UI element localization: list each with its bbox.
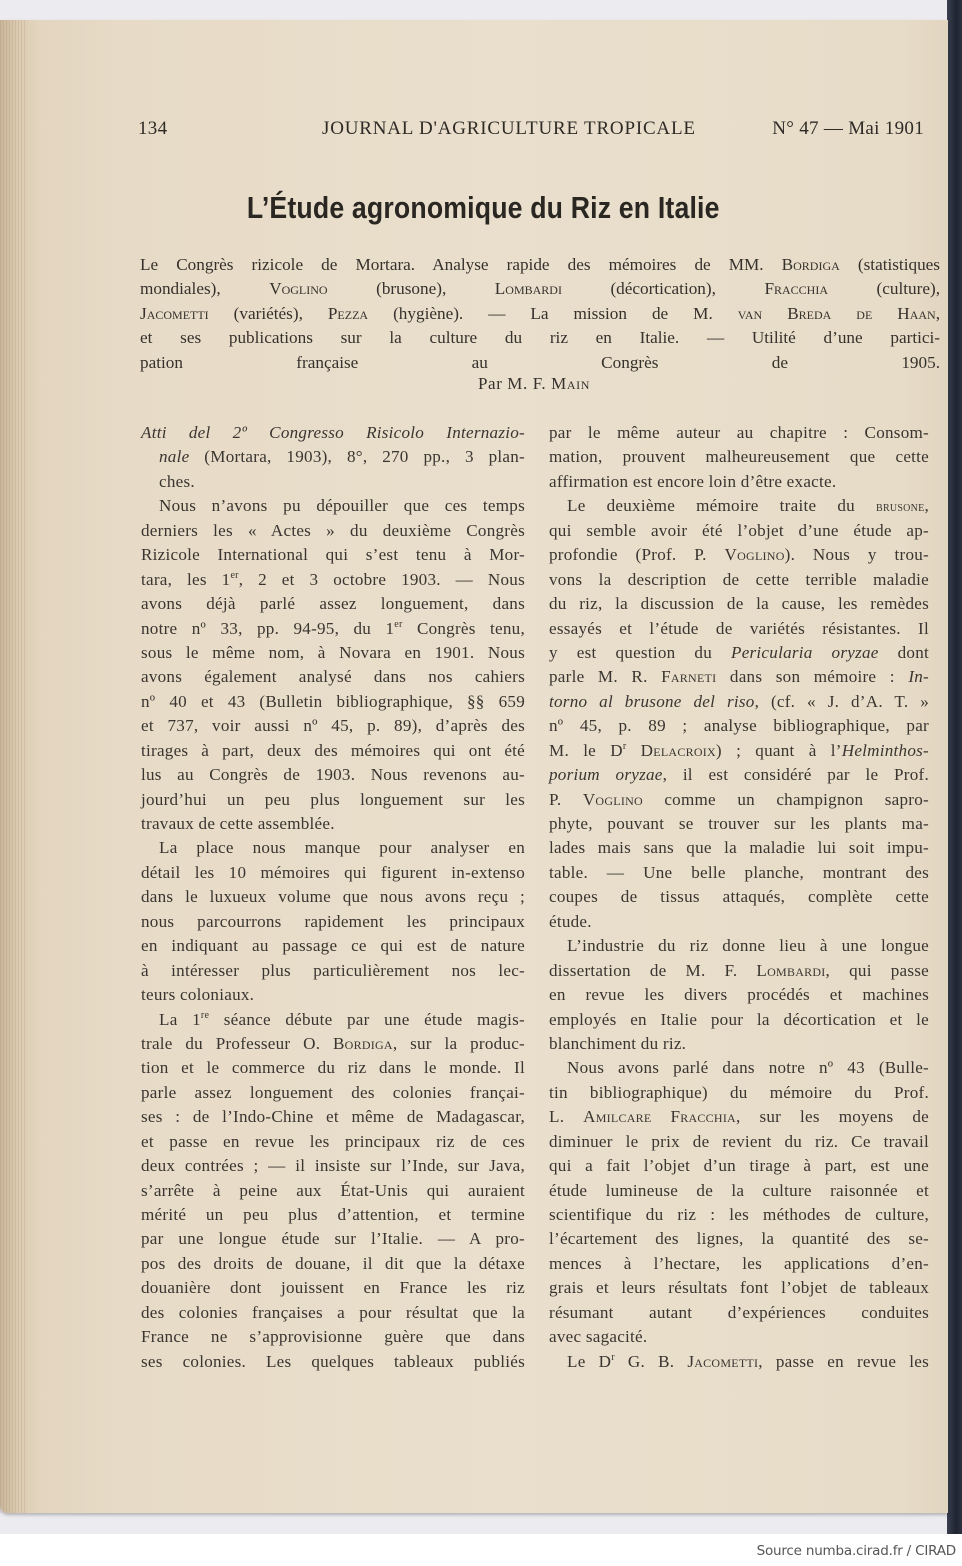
text-line: L. Amilcare Fracchia, sur les moyens de (549, 1107, 929, 1127)
text-line: s’arrête à peine aux État-Unis qui auraient (141, 1180, 525, 1200)
text-line: Atti del 2º Congresso Risicolo Internazio- (141, 423, 525, 442)
text-line: scientifique du riz : les méthodes de culture, (549, 1205, 929, 1224)
text-line: travaux de cette assemblée. (141, 814, 335, 833)
text-line: étude. (549, 911, 592, 931)
text-line: nale (Mortara, 1903), 8°, 270 pp., 3 plan- (159, 447, 525, 467)
text-line: mérité un peu plus d’attention, et termine (141, 1205, 525, 1224)
text-line: avec sagacité. (549, 1327, 648, 1347)
text-line: qui semble avoir été l’objet d’une étude ap- (549, 520, 929, 540)
article-title: L’Étude agronomique du Riz en Italie (246, 190, 720, 225)
summary-line: Le Congrès rizicole de Mortara. Analyse rapide des mémoires de MM. Bordiga (statistiques (140, 255, 940, 274)
text-line: porium oryzae, il est considéré par le Prof. (549, 765, 929, 785)
text-line: La 1re séance débute par une étude magis- (159, 1009, 525, 1029)
text-line: deux contrées ; — il insiste sur l’Inde, sur Java, (141, 1156, 525, 1176)
text-line: France ne s’approvisionne guère que dans (141, 1327, 525, 1347)
text-line: jourd’hui un peu plus longuement sur les (141, 789, 525, 809)
text-line: lus au Congrès de 1903. Nous revenons au- (141, 765, 525, 785)
text-line: détail les 10 mémoires qui figurent in-extenso (141, 862, 525, 882)
text-line: des colonies françaises a pour résultat que la (141, 1302, 525, 1322)
text-line: qui a fait l’objet d’un tirage à part, est une (549, 1156, 929, 1176)
text-line: teurs coloniaux. (141, 985, 255, 1005)
text-line: nº 45, p. 89 ; analyse bibliographique, par (549, 716, 929, 736)
text-line: à intéresser plus particulièrement nos lec- (141, 960, 525, 980)
text-line: profondie (Prof. P. Voglino). Nous y trou- (549, 545, 929, 565)
text-line: ses : de l’Indo-Chine et même de Madagascar, (141, 1107, 525, 1127)
text-line: lades mais sans que la maladie lui soit impu- (549, 838, 929, 858)
text-line: Le $D^r$ G. B. Jacometti, passe en revue les (567, 1351, 929, 1371)
text-line: mation, prouvent malheureusement que cette (549, 447, 929, 467)
text-line: affirmation est encore loin d’être exacte. (549, 471, 837, 491)
text-line: tirages à part, deux des mémoires qui ont été (141, 740, 525, 760)
text-line: l’écartement des lignes, la quantité des se- (549, 1229, 929, 1249)
text-line: par une longue étude sur l’Italie. — A pro- (141, 1229, 525, 1249)
text-line: notre nº 33, pp. 94-95, du 1er Congrès tenu, (141, 618, 525, 638)
text-line: coupes de tissus attaqués, complète cette (549, 887, 929, 907)
text-line: table. — Une belle planche, montrant des (549, 862, 929, 882)
book-binding-edge (947, 0, 962, 1534)
text-line: parle assez longuement des colonies françai- (141, 1082, 525, 1102)
text-line: sous le même nom, à Novara en 1901. Nous (141, 642, 525, 662)
text-line: torno al brusone del riso, (cf. « J. d’A. T. » (549, 691, 929, 711)
page-number: 134 (138, 118, 168, 139)
summary-line: pation française au Congrès de 1905. (140, 352, 940, 372)
journal-title: JOURNAL D'AGRICULTURE TROPICALE (322, 118, 696, 139)
text-line: phyte, pouvant se trouver sur les plants ma- (549, 814, 929, 833)
text-line: vons la description de cette terrible maladie (549, 569, 929, 589)
text-line: Nous n’avons pu dépouiller que ces temps (159, 496, 525, 516)
text-line: M. le $D^r$ Delacroix) ; quant à l’Helminthos- (549, 740, 929, 760)
text-line: P. Voglino comme un champignon sapro- (549, 789, 929, 809)
right-column (549, 421, 929, 1374)
text-line: avons déjà parlé assez longuement, dans (141, 594, 525, 614)
text-line: du riz, la discussion de la cause, les remèdes (549, 594, 929, 614)
article-summary (140, 253, 940, 375)
text-line: pos des droits de douane, il dit que la détaxe (141, 1253, 525, 1273)
text-line: ses colonies. Les quelques tableaux publiés (141, 1351, 525, 1371)
text-line: employés en Italie pour la décortication et le (549, 1009, 929, 1029)
text-line: Nous avons parlé dans notre nº 43 (Bulle- (567, 1058, 929, 1078)
text-line: nº 40 et 43 (Bulletin bibliographique, §§ 659 (141, 691, 525, 711)
source-credit: Source numba.cirad.fr / CIRAD (756, 1543, 956, 1559)
text-line: Rizicole International qui s’est tenu à Mor- (141, 545, 525, 565)
text-line: et passe en revue les principaux riz de ces (141, 1131, 525, 1151)
text-line: par le même auteur au chapitre : Consom- (549, 423, 929, 442)
text-line: tara, les 1er, 2 et 3 octobre 1903. — Nous (141, 569, 525, 589)
text-line: dissertation de M. F. Lombardi, qui passe (549, 960, 929, 980)
text-line: tion et le commerce du riz dans le monde. Il (141, 1058, 525, 1078)
text-line: en indiquant au passage ce qui est de nature (141, 936, 525, 956)
text-line: avons également analysé dans nos cahiers (141, 667, 525, 687)
text-line: mences à l’hectare, les applications d’en- (549, 1253, 929, 1273)
text-line: étude lumineuse de la culture raisonnée et (549, 1180, 929, 1200)
text-line: dans le luxueux volume que nous avons reçu ; (141, 887, 525, 907)
text-line: grais et leurs résultats font l’objet de tableaux (549, 1278, 929, 1298)
issue-number: N° 47 — Mai 1901 (772, 118, 924, 139)
left-column (141, 421, 525, 1374)
text-line: nous parcourrons rapidement les principaux (141, 911, 525, 931)
text-line: y est question du Pericularia oryzae dont (549, 642, 929, 662)
text-line: L’industrie du riz donne lieu à une longue (567, 936, 929, 956)
text-line: en revue les divers procédés et machines (549, 985, 929, 1005)
summary-line: et ses publications sur la culture du riz en Italie. — Utilité d’une partici- (140, 328, 940, 348)
summary-line: Jacometti (variétés), Pezza (hygiène). — La mission de M. van Breda de Haan, (140, 303, 940, 323)
text-line: ches. (159, 471, 195, 491)
text-line: trale du Professeur O. Bordiga, sur la produc- (141, 1033, 525, 1053)
summary-line: mondiales), Voglino (brusone), Lombardi (décortication), Fracchia (culture), (140, 279, 940, 299)
text-line: essayés et l’étude de variétés résistantes. Il (549, 618, 929, 638)
text-line: derniers les « Actes » du deuxième Congrès (141, 520, 525, 540)
text-line: La place nous manque pour analyser en (159, 838, 525, 858)
text-line: douanière dont jouissent en France les riz (141, 1278, 525, 1298)
text-line: tin bibliographique) du mémoire du Prof. (549, 1082, 929, 1102)
text-line: diminuer le prix de revient du riz. Ce travail (549, 1131, 929, 1151)
running-header (138, 118, 924, 144)
text-line: Le deuxième mémoire traite du brusone, (567, 496, 929, 516)
text-line: et 737, voir aussi nº 45, p. 89), d’après des (141, 716, 525, 736)
text-line: blanchiment du riz. (549, 1033, 687, 1053)
text-line: parle M. R. Farneti dans son mémoire : In- (549, 667, 929, 687)
text-line: résumant autant d’expériences conduites (549, 1302, 929, 1322)
article-byline: Par M. F. Main (478, 374, 590, 393)
